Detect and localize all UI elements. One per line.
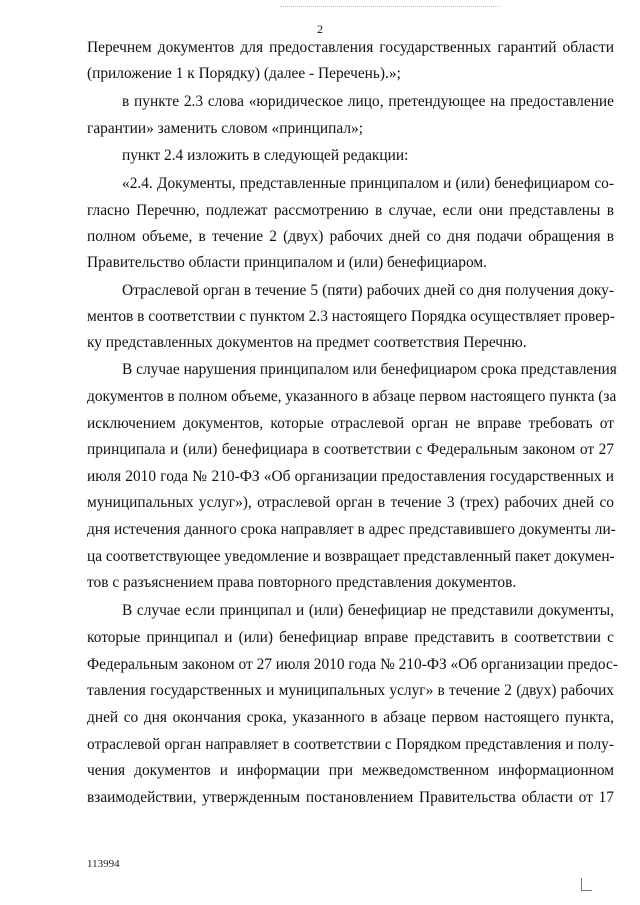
- text-line: В случае если принципал и (или) бенефициар не представили документы,: [122, 602, 614, 619]
- text-line: июля 2010 года № 210-ФЗ «Об организации предоставления государственных и: [87, 468, 614, 485]
- text-line: гарантии» заменить словом «принципал»;: [87, 120, 363, 137]
- text-line: дней со дня окончания срока, указанного в абзаце первом настоящего пункта,: [87, 709, 614, 726]
- text-line: Правительство области принципалом и (или) бенефициаром.: [87, 254, 487, 271]
- text-line: ку представленных документов на предмет соответствия Перечню.: [87, 334, 527, 351]
- text-line: Перечнем документов для предоставления государственных гарантий области: [87, 39, 614, 56]
- text-line: чения документов и информации при межведомственном информационном: [87, 762, 614, 779]
- text-line: тавления государственных и муниципальных услуг» в течение 2 (двух) рабочих: [87, 682, 614, 699]
- text-line: полном объеме, в течение 2 (двух) рабочих дней со дня подачи обращения в: [87, 228, 614, 245]
- text-line: муниципальных услуг»), отраслевой орган в течение 3 (трех) рабочих дней со: [87, 494, 614, 511]
- text-line: в пункте 2.3 слова «юридическое лицо, претендующее на предоставление: [122, 93, 614, 110]
- text-line: Отраслевой орган в течение 5 (пяти) рабочих дней со дня получения доку-: [122, 282, 614, 299]
- text-line: пункт 2.4 изложить в следующей редакции:: [122, 147, 409, 164]
- text-line: (приложение 1 к Порядку) (далее - Перечень).»;: [87, 65, 401, 82]
- text-line: принципала и (или) бенефициара в соответствии с Федеральным законом от 27: [87, 441, 614, 458]
- text-line: отраслевой орган направляет в соответствии с Порядком представления и полу-: [87, 736, 614, 753]
- text-line: дня истечения данного срока направляет в адрес представившего документы ли-: [87, 521, 616, 538]
- text-line: гласно Перечню, подлежат рассмотрению в случае, если они представлены в: [87, 202, 614, 219]
- text-line: документов в полном объеме, указанного в абзаце первом настоящего пункта (за: [87, 388, 617, 405]
- text-line: ца соответствующее уведомление и возвращает представленный пакет докумен-: [87, 548, 615, 565]
- document-code: 113994: [87, 858, 120, 870]
- text-line: которые принципал и (или) бенефициар вправе представить в соответствии с: [87, 629, 614, 646]
- text-line: ментов в соответствии с пунктом 2.3 настоящего Порядка осуществляет провер-: [87, 308, 615, 325]
- text-line: исключением документов, которые отраслевой орган не вправе требовать от: [87, 415, 614, 432]
- scan-corner-mark: [581, 878, 592, 891]
- page-number: 2: [317, 22, 323, 36]
- text-line: тов с разъяснением права повторного представления документов.: [87, 574, 517, 591]
- text-line: взаимодействии, утвержденным постановлением Правительства области от 17: [87, 789, 614, 806]
- scan-artifact: [280, 6, 500, 9]
- text-line: В случае нарушения принципалом или бенефициаром срока представления: [122, 361, 617, 378]
- text-line: «2.4. Документы, представленные принципалом и (или) бенефициаром со-: [122, 175, 614, 192]
- text-line: Федеральным законом от 27 июля 2010 года № 210-ФЗ «Об организации предос-: [87, 656, 618, 673]
